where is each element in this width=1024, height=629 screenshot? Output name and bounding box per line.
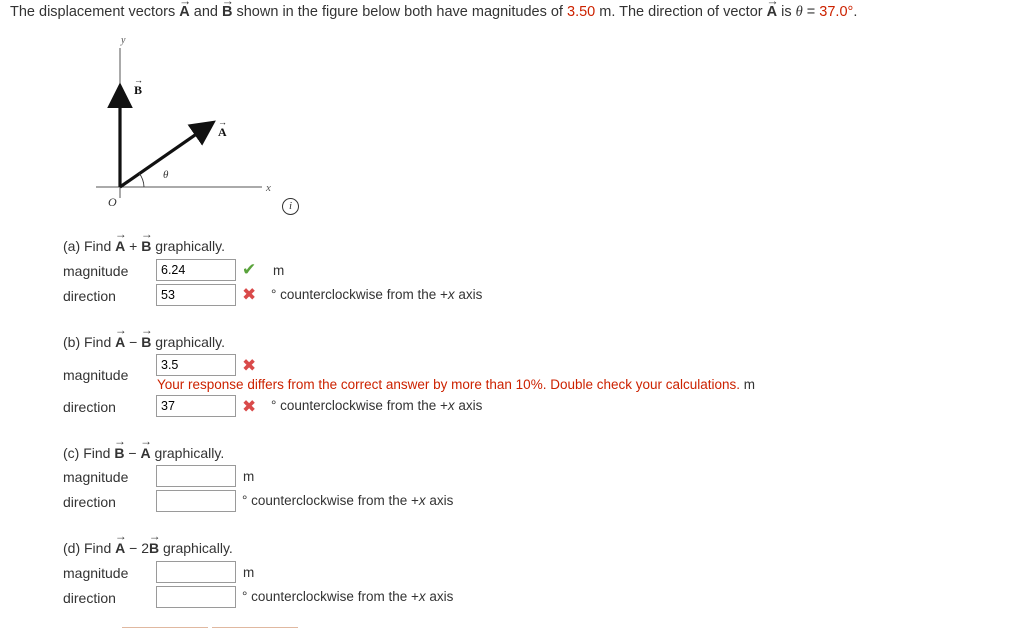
intro-text-4: is (777, 4, 796, 20)
part-d-magnitude-input[interactable] (156, 561, 236, 583)
part-d-axis: x (418, 589, 426, 604)
part-b-direction-input[interactable] (156, 395, 236, 417)
part-a-magnitude-unit: m (273, 263, 285, 278)
part-c-magnitude-unit: m (243, 469, 255, 484)
part-b-operator: − (125, 334, 142, 350)
part-d-heading (63, 540, 233, 556)
y-axis-label: y (121, 35, 126, 46)
part-c-vector-1: → B (114, 445, 124, 461)
part-a-magnitude-correct-icon: ✔ (242, 260, 257, 279)
bottom-button-edge-1[interactable] (122, 627, 208, 628)
part-b-magnitude-incorrect-icon: ✖ (242, 356, 257, 375)
part-d-direction-input[interactable] (156, 586, 236, 608)
intro-end: . (853, 4, 858, 20)
part-b-heading-pre: (b) Find (63, 334, 116, 350)
part-c-magnitude-input[interactable] (156, 465, 236, 487)
part-a-magnitude-label: magnitude (63, 263, 129, 279)
info-icon[interactable]: i (282, 198, 299, 215)
part-b-feedback-text: Your response differs from the correct answer by more than 10%. Double check your calculations. (157, 377, 741, 392)
part-c-axis: x (418, 493, 426, 508)
part-d-vector-2: → B (149, 540, 159, 556)
part-d-heading-post: graphically. (159, 540, 233, 556)
part-b-feedback (157, 377, 755, 392)
part-b-magnitude-input[interactable] (156, 354, 236, 376)
intro-text-1: The displacement vectors (10, 4, 180, 20)
part-a-heading-post: graphically. (151, 238, 226, 254)
part-b-axis: x (447, 398, 455, 413)
x-axis-label: x (266, 182, 271, 194)
vector-b-label-arrow: → (134, 75, 143, 85)
part-b-direction-label: direction (63, 399, 116, 415)
part-c-vector-2: → A (140, 445, 150, 461)
part-a-heading (63, 238, 225, 254)
vector-b-symbol: → B (222, 4, 232, 20)
part-a-direction-input[interactable] (156, 284, 236, 306)
part-c-magnitude-label: magnitude (63, 469, 129, 485)
origin-label: O (108, 195, 117, 209)
part-c-direction-unit-text: ° counterclockwise from the + (242, 493, 419, 508)
part-a-operator: + (125, 238, 142, 254)
part-b-heading (63, 334, 225, 350)
part-a-direction-incorrect-icon: ✖ (242, 285, 257, 304)
part-c-heading (63, 445, 224, 461)
part-d-magnitude-unit: m (243, 565, 255, 580)
part-c-direction-input[interactable] (156, 490, 236, 512)
part-d-magnitude-label: magnitude (63, 565, 129, 581)
part-b-heading-post: graphically. (151, 334, 226, 350)
part-b-direction-incorrect-icon: ✖ (242, 397, 257, 416)
part-a-axis: x (447, 287, 455, 302)
part-a-direction-label: direction (63, 288, 116, 304)
part-a-direction-unit (271, 287, 482, 302)
part-c-operator: − (124, 445, 141, 461)
part-a-axis-suffix: axis (454, 287, 483, 302)
part-d-direction-unit-text: ° counterclockwise from the + (242, 589, 419, 604)
vector-a-symbol: → A (179, 4, 189, 20)
part-c-heading-post: graphically. (150, 445, 225, 461)
part-a-vector-1: → A (115, 238, 125, 254)
theta-symbol: θ (795, 4, 803, 20)
part-a-magnitude-input[interactable] (156, 259, 236, 281)
part-b-direction-unit-text: ° counterclockwise from the + (271, 398, 448, 413)
part-c-axis-suffix: axis (425, 493, 454, 508)
intro-and: and (189, 4, 222, 20)
part-c-direction-unit (242, 493, 453, 508)
part-d-vector-1: → A (115, 540, 125, 556)
part-c-direction-label: direction (63, 494, 116, 510)
part-a-direction-unit-text: ° counterclockwise from the + (271, 287, 448, 302)
theta-label: θ (163, 169, 169, 181)
vector-a-symbol-2: → A (767, 4, 777, 20)
part-d-direction-label: direction (63, 590, 116, 606)
vector-a-label-arrow: → (218, 117, 227, 127)
part-a-vector-2: → B (141, 238, 151, 254)
part-b-axis-suffix: axis (454, 398, 483, 413)
part-d-operator: − 2 (125, 540, 149, 556)
part-d-axis-suffix: axis (425, 589, 454, 604)
problem-statement (10, 4, 857, 21)
angle-value: 37.0° (819, 4, 854, 20)
magnitude-value: 3.50 (567, 4, 596, 20)
intro-text-2: shown in the figure below both have magnitudes of (232, 4, 567, 20)
part-b-magnitude-label: magnitude (63, 367, 129, 383)
part-d-direction-unit (242, 589, 453, 604)
part-c-heading-pre: (c) Find (63, 445, 115, 461)
part-b-direction-unit (271, 398, 482, 413)
vector-a-label: A (218, 125, 227, 139)
vector-figure (90, 30, 290, 215)
part-b-vector-1: → A (115, 334, 125, 350)
vector-b-label: B (134, 83, 143, 97)
bottom-button-edge-2[interactable] (212, 627, 298, 628)
part-a-heading-pre: (a) Find (63, 238, 116, 254)
intro-equals: = (802, 4, 820, 20)
intro-text-3: m. The direction of vector (595, 4, 767, 20)
part-b-magnitude-unit: m (740, 377, 756, 392)
part-d-heading-pre: (d) Find (63, 540, 116, 556)
part-b-vector-2: → B (141, 334, 151, 350)
